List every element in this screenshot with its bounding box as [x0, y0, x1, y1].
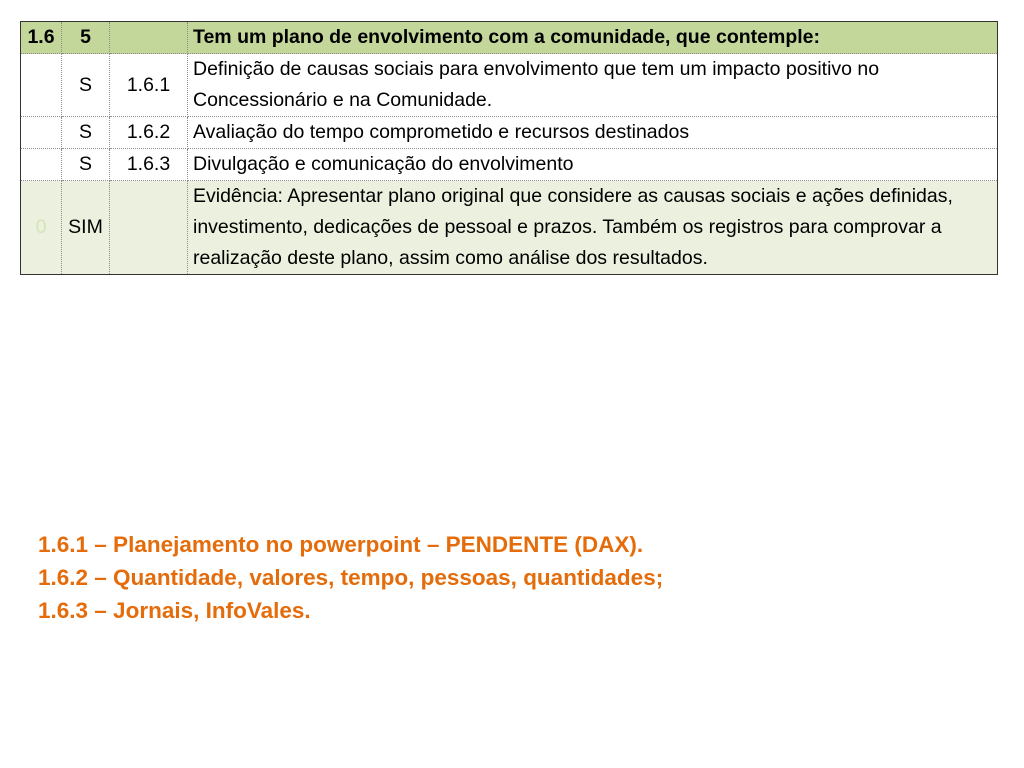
evidence-row: [21, 181, 998, 275]
evidence-answer-cell: SIM: [62, 181, 110, 275]
row-blank-cell: [21, 149, 62, 181]
row-blank-cell: [21, 117, 62, 149]
note-item: 1.6.2 – Quantidade, valores, tempo, pessoas, quantidades;: [38, 565, 664, 590]
table-row: [21, 149, 998, 181]
row-blank-cell: [21, 54, 62, 117]
row-code-cell: 1.6.1: [110, 54, 188, 117]
evidence-code-cell: [110, 181, 188, 275]
evidence-value-cell: 0: [21, 181, 62, 275]
header-sub-cell: [110, 22, 188, 54]
row-description-cell: Divulgação e comunicação do envolvimento: [188, 149, 998, 181]
row-code-cell: 1.6.3: [110, 149, 188, 181]
row-code-cell: 1.6.2: [110, 117, 188, 149]
header-title-cell: Tem um plano de envolvimento com a comunidade, que contemple:: [188, 22, 998, 54]
notes-list: [38, 528, 663, 627]
row-status-cell: S: [62, 117, 110, 149]
header-score-cell: 5: [62, 22, 110, 54]
row-status-cell: S: [62, 54, 110, 117]
header-code-cell: 1.6: [21, 22, 62, 54]
note-item: 1.6.1 – Planejamento no powerpoint – PENDENTE (DAX).: [38, 532, 644, 557]
row-status-cell: S: [62, 149, 110, 181]
row-description-cell: Avaliação do tempo comprometido e recursos destinados: [188, 117, 998, 149]
table-row: [21, 117, 998, 149]
row-description-cell: Definição de causas sociais para envolvimento que tem um impacto positivo no Concessionário e na Comunidade.: [188, 54, 998, 117]
requirements-table: [20, 21, 998, 275]
table-row: [21, 54, 998, 117]
evidence-text-cell: Evidência: Apresentar plano original que considere as causas sociais e ações definidas, investimento, dedicações de pessoal e prazos. Também os registros para comprovar a realização deste plano, assim como análise dos resultados.: [188, 181, 998, 275]
table-header-row: [21, 22, 998, 54]
note-item: 1.6.3 – Jornais, InfoVales.: [38, 598, 311, 623]
